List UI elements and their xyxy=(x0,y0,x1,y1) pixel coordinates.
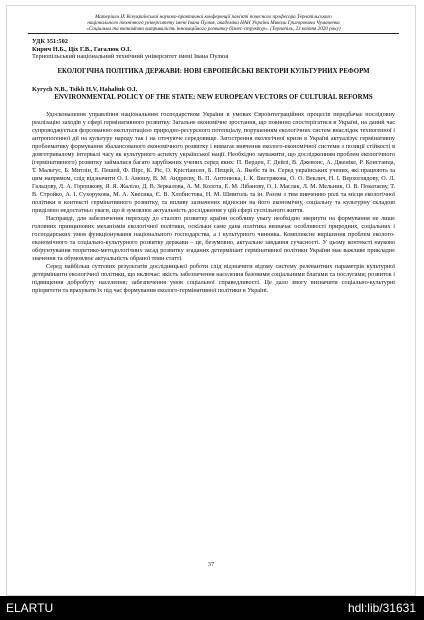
authors-english: Kyrych N.B., Tsikh H.V, Hahaliuk O.I. xyxy=(32,86,138,94)
conference-header-line: національного технічного університету імені Івана Пулюя, академіка НАН України Миколи Григоровича Чумаченка xyxy=(87,20,340,27)
title-ukrainian: ЕКОЛОГІЧНА ПОЛІТИКА ДЕРЖАВИ: НОВІ ЄВРОПЕЙСЬКІ ВЕКТОРИ КУЛЬТУРНИХ РЕФОРМ xyxy=(57,67,370,75)
handle-identifier[interactable]: hdl:lib/31631 xyxy=(347,601,416,615)
affiliation: Тернопільський національний технічний університет імені Івана Пулюя xyxy=(32,53,229,61)
title-english: ENVIRONMENTAL POLICY OF THE STATE: NEW EUROPEAN VECTORS OF CULTURAL REFORMS xyxy=(54,93,373,101)
body-paragraph: Удосконалення управління національним господарством України в умовах Євроінтеграційних процесів передбачає послідовну реалізацію заходів у сфері гермінативного розвитку. Загальне економічне зростання, що повинно спостерігатися в Україні, на даний час супроводжується форсованою експлуатацією природно-ресурсного потенціалу, порушенням екологічних систем внаслідок техногенної і антропогенної дії на культуру народу так і на оточуюче середовище. Загострення екологічної кризи в Україні актуалізує гермінативну проблематику формування збалансованого економічного розвитку і вимагає вивчення еколого-економічної системи з позиції стійкості в довготривалому інтервалі часу як культурного аспекту української нації. Необхідно зауважити, що дослідженням проблем екологічного (гермінативного) розвитку займалися багато зарубіжних учених серед яких: П. Верден, Г. Дейлі, В. Джевонс, А. Дженіке, Р. Констанца, Т. Мальтус, Б. Митлін, Е. Пешей, Ф. Пірс, К. Ріс, О. Крістіансен, Б. Пещей, А. Якобс та ін. Серед українських учених, які працюють за цим напрямом, слід відзначити О. І. Амошу, В. М. Андреєву, В. П. Антонюка, І. К. Бистрякова, О. О. Веклич, Н. І. Верхоглядову, О. Л. Гальцову, Л. А. Горошкову, Я. Я. Жаліло, Д. В. Зеркалова, А. М. Колота, Е. М. Лібанову, О. І. Маслак, Л. М. Мельник, О. В. Покатаєву, Т. В. Стройко, А. І. Сухорукова, М. А. Хвесика, Є. В. Хлобистова, Н. М. Шмиголь та ін. Разом з тим вивченню ролі та місця екологічної політики в контексті гермінативного розвитку, та впливу зазначених відносин на його економічну, соціальну та культурну складові приділено недостатньо уваги, що й зумовлює актуальність дослідження у цій сфері суспільного життя. xyxy=(32,111,395,215)
udk-code: УДК 351:502 xyxy=(32,38,68,46)
repository-footer-bar xyxy=(0,596,424,620)
body-paragraph: Насправді, для забезпечення переходу до сталого розвитку країни особливу увагу необхідно звернути на формування не лише головних принципових механізмів екологічної політики, оскільки саме дана політика визначає особливості природних, соціальних і господарських умов функціонування національного господарства, а і культурного чинника. Комплексне вирішення проблем еколого-економічного та соціально-культурного розвитку держави – це, безумовно, актуальне завдання сучасності. У цьому контексті науково обґрунтування теоретико-методологічних засад розвитку згаданих детермінант гермінативної політики України має важливе прикладне значення та обумовлює актуальність обраної теми статті. xyxy=(32,215,395,263)
conference-header xyxy=(28,14,399,34)
body-paragraph: Серед найбільш суттєвих результатів дослідницької роботи слід відзначити відому систему релевантних параметрів культурної детермінанти екологічної політики, що включає: якість забезпечення населення базовими соціальними благами та послугами; розвиток і підвищення добробуту населення; забезпечення умов соціальної справедливості. Це дало змогу визначити соціально-культурні пріоритети та врахувати їх під час формування еколого-гермінативної політики в Україні. xyxy=(32,263,395,295)
page-number: 37 xyxy=(207,561,215,568)
conference-header-line: Матеріали IX Всеукраїнської науково-практичної конференції пам'яті почесного професора Тернопільського xyxy=(95,14,332,20)
page-content xyxy=(32,14,395,295)
conference-header-line: «Соціальна та економічна витривалість інноваційного розвитку бізнес-структур». (Тернопіль, 23 квітня 2020 року) xyxy=(86,26,341,33)
authors-ukrainian: Кирич Н.Б., Ціх Г.В., Гагалюк О.І. xyxy=(32,45,132,53)
repository-name: ELARTU xyxy=(6,601,54,615)
article-body xyxy=(32,111,395,295)
document-page xyxy=(6,5,416,596)
